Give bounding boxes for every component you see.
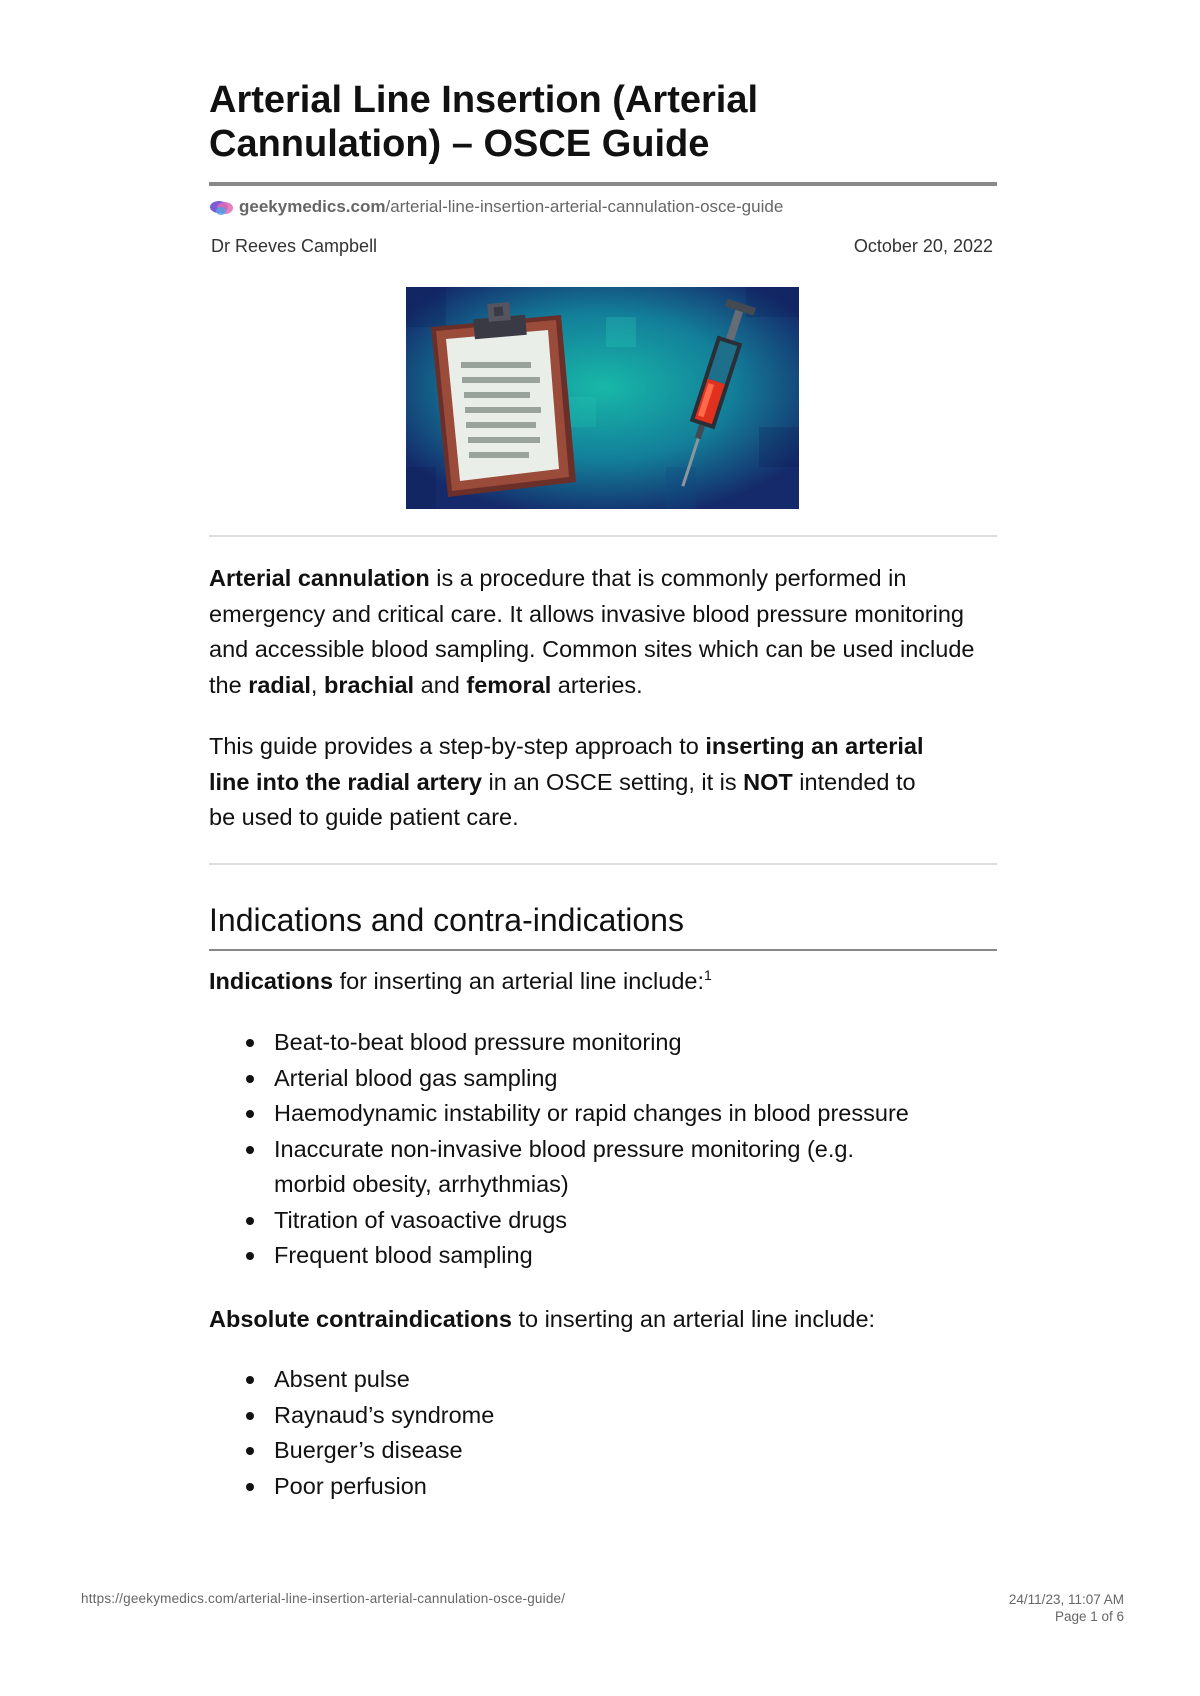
bold-term-absolute-contraindications: Absolute contraindications [209, 1306, 512, 1332]
bold-term-arterial-cannulation: Arterial cannulation [209, 565, 430, 591]
intro-text: intended to be used to guide patient care. [209, 768, 916, 830]
indications-list [209, 1025, 1004, 1274]
page-number: Page 1 of 6 [1054, 1609, 1124, 1624]
bold-term-femoral: femoral [466, 671, 552, 698]
hero-image-clipboard-syringe [406, 287, 799, 509]
source-domain: geekymedics.com [239, 197, 386, 216]
bold-term-brachial: brachial [323, 671, 415, 698]
lead-text: for inserting an arterial line include: [333, 968, 705, 994]
list-item: Absent pulse [209, 1362, 1004, 1398]
intro-text: arteries. [551, 671, 643, 698]
section-heading-underline [209, 949, 997, 951]
list-item: Haemodynamic instability or rapid changes in blood pressure [209, 1096, 1004, 1132]
page-title: Arterial Line Insertion (Arterial Cannulation) – OSCE Guide [209, 79, 759, 165]
list-item: Poor perfusion [209, 1469, 1004, 1505]
intro-paragraph-1 [209, 561, 999, 703]
print-timestamp: 24/11/23, 11:07 AM [1008, 1592, 1124, 1607]
bold-term-radial-insertion: inserting an arterial line into the radial artery [209, 733, 924, 795]
contraindications-lead [209, 1302, 999, 1338]
section-divider-top [209, 535, 997, 537]
reference-superscript[interactable]: 1 [704, 967, 712, 984]
list-item: Buerger’s disease [209, 1433, 1004, 1469]
footer-print-info [1009, 1591, 1124, 1625]
intro-paragraph-2 [209, 729, 929, 836]
contraindications-list [209, 1362, 1004, 1504]
list-item: Raynaud’s syndrome [209, 1398, 1004, 1434]
intro-text: in an OSCE setting, it is [481, 768, 744, 795]
intro-text: , [310, 671, 324, 698]
list-item: Frequent blood sampling [209, 1238, 1004, 1274]
lead-text: to inserting an arterial line include: [511, 1306, 876, 1332]
intro-text: and [414, 671, 467, 698]
publish-date: October 20, 2022 [853, 236, 993, 256]
intro-text: is a procedure that is commonly performed in emergency and critical care. It allows invasive blood pressure monitoring and accessible blood sampling. Common sites which can be used include the [209, 565, 975, 698]
author-name: Dr Reeves Campbell [211, 236, 378, 256]
list-item: Titration of vasoactive drugs [209, 1203, 1004, 1239]
brain-logo-icon [209, 199, 235, 217]
bold-term-indications: Indications [209, 968, 334, 994]
intro-text: This guide provides a step-by-step approach to [209, 733, 706, 759]
bold-term-not: NOT [743, 768, 793, 795]
clipboard-icon [431, 302, 576, 497]
list-item: Inaccurate non-invasive blood pressure monitoring (e.g. morbid obesity, arrhythmias) [209, 1132, 924, 1203]
title-underline [209, 182, 997, 186]
list-item: Arterial blood gas sampling [209, 1061, 1004, 1097]
section-heading: Indications and contra-indications [209, 902, 684, 938]
bold-term-radial: radial [248, 671, 311, 698]
source-path: /arterial-line-insertion-arterial-cannulation-osce-guide [385, 197, 784, 216]
indications-lead [209, 964, 999, 1000]
footer-url-link[interactable]: https://geekymedics.com/arterial-line-insertion-arterial-cannulation-osce-guide/ [81, 1591, 566, 1606]
list-item: Beat-to-beat blood pressure monitoring [209, 1025, 1004, 1061]
source-link[interactable] [209, 196, 783, 218]
section-divider-middle [209, 863, 997, 865]
